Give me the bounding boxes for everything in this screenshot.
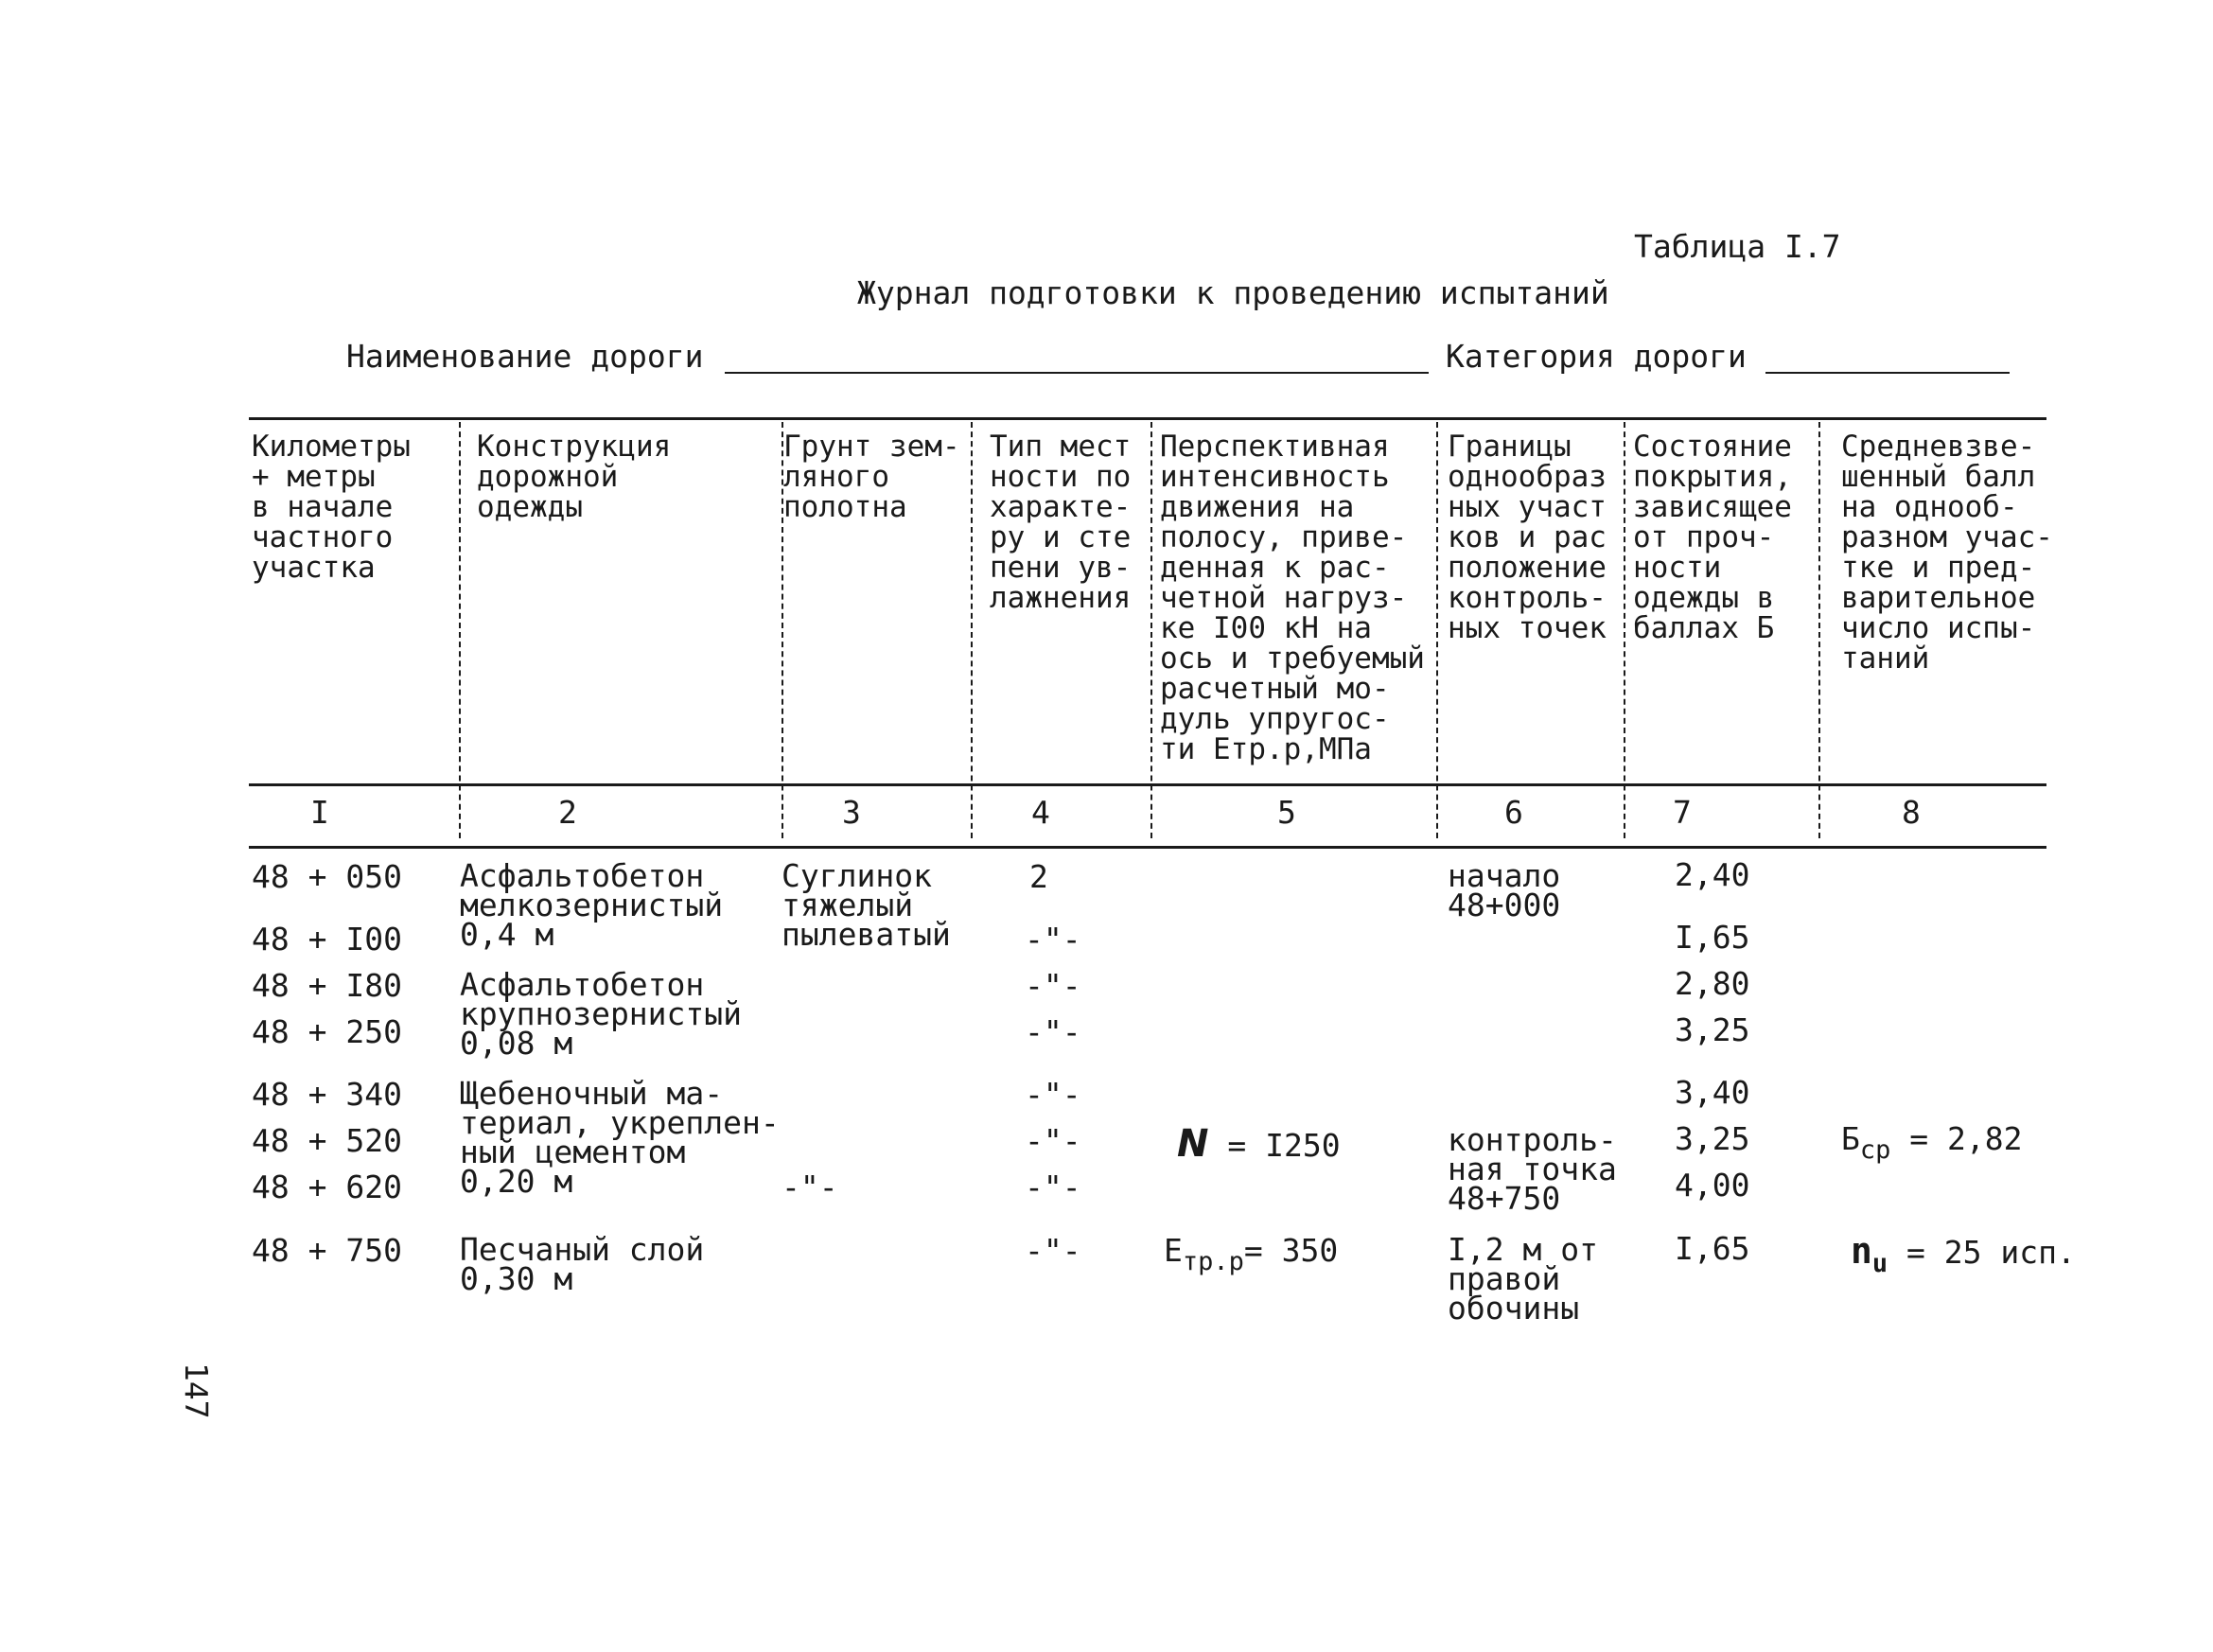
column-header-5: Перспективная интенсивность движения на полосу, приве- денная к рас- четной нагруз- ке I00 кН на ось и требуемый расчетный мо- дуль упругос- ти Етр.р,МПа — [1160, 430, 1425, 766]
boundary-cell: I,2 м от правой обочины — [1448, 1231, 1598, 1327]
construction-cell: Щебеночный ма- териал, укреплен- ный цементом 0,20 м — [460, 1075, 780, 1200]
column-number: 3 — [842, 794, 861, 831]
column-number: I — [310, 794, 329, 831]
soil-ditto: -"- — [782, 1169, 838, 1205]
terrain-value: -"- — [1025, 921, 1081, 958]
road-category-label: Категория дороги — [1446, 338, 1747, 375]
intensity-value: N = I250 — [1177, 1122, 1341, 1166]
column-header-4: Тип мест ности по характе- ру и сте пени ув- лажнения — [990, 430, 1132, 615]
score-value: I,65 — [1675, 1230, 1750, 1267]
score-value: I,65 — [1675, 919, 1750, 956]
page-number: 147 — [178, 1362, 215, 1419]
column-number: 6 — [1504, 794, 1523, 831]
document-title: Журнал подготовки к проведению испытаний — [857, 274, 1609, 311]
column-divider — [1818, 422, 1820, 838]
terrain-value: -"- — [1025, 1076, 1081, 1113]
road-name-label: Наименование дороги — [346, 338, 704, 375]
column-divider — [971, 422, 973, 838]
km-value: 48 + 050 — [252, 858, 402, 895]
score-value: 2,40 — [1675, 856, 1750, 893]
column-number: 7 — [1673, 794, 1692, 831]
table-label: Таблица I.7 — [1634, 228, 1841, 265]
road-name-field — [725, 372, 1429, 374]
terrain-value: -"- — [1025, 1169, 1081, 1205]
column-number: 4 — [1031, 794, 1050, 831]
column-header-1: Километры + метры в начале частного участка — [252, 430, 411, 585]
numbers-bottom-rule — [249, 846, 2046, 849]
terrain-value: -"- — [1025, 1232, 1081, 1269]
terrain-value: 2 — [1029, 858, 1048, 895]
score-value: 4,00 — [1675, 1167, 1750, 1204]
boundary-cell: контроль- ная точка 48+750 — [1448, 1121, 1617, 1217]
column-number: 2 — [558, 794, 577, 831]
column-divider — [459, 422, 461, 838]
km-value: 48 + 250 — [252, 1013, 402, 1050]
test-count-value: $n_u = 25$ исп. — [1851, 1230, 2076, 1278]
km-value: 48 + 340 — [252, 1076, 402, 1113]
construction-cell: Песчаный слой 0,30 м — [460, 1231, 705, 1297]
km-value: 48 + I00 — [252, 921, 402, 958]
km-value: 48 + 620 — [252, 1169, 402, 1205]
road-category-field — [1765, 372, 2010, 374]
column-header-7: Состояние покрытия, зависящее от проч- ности одежды в баллах Б — [1633, 430, 1792, 645]
score-value: 3,25 — [1675, 1011, 1750, 1048]
column-header-8: Средневзве- шенный балл на однооб- разном учас- тке и пред- варительное число испы- таний — [1841, 430, 2053, 676]
soil-cell: Суглинок тяжелый пылеватый — [782, 857, 951, 953]
header-bottom-rule — [249, 783, 2046, 786]
modulus-value: $Е_{тр.р}= 350$ — [1164, 1232, 1339, 1276]
column-header-3: Грунт зем- ляного полотна — [783, 430, 960, 524]
score-value: 3,40 — [1675, 1074, 1750, 1111]
terrain-value: -"- — [1025, 967, 1081, 1004]
column-number: 5 — [1277, 794, 1296, 831]
km-value: 48 + 750 — [252, 1232, 402, 1269]
column-number: 8 — [1902, 794, 1921, 831]
avg-score-value: $Б_{ср} = 2,82$ — [1841, 1120, 2023, 1165]
construction-cell: Асфальтобетон мелкозернистый 0,4 м — [460, 857, 724, 953]
column-divider — [1624, 422, 1625, 838]
terrain-value: -"- — [1025, 1122, 1081, 1159]
terrain-value: -"- — [1025, 1013, 1081, 1050]
km-value: 48 + 520 — [252, 1122, 402, 1159]
column-divider — [1436, 422, 1438, 838]
construction-cell: Асфальтобетон крупнозернистый 0,08 м — [460, 966, 743, 1062]
table-top-rule — [249, 417, 2046, 420]
score-value: 3,25 — [1675, 1120, 1750, 1157]
column-header-2: Конструкция дорожной одежды — [477, 430, 672, 524]
column-header-6: Границы однообраз ных участ ков и рас положение контроль- ных точек — [1448, 430, 1607, 645]
column-divider — [1150, 422, 1152, 838]
score-value: 2,80 — [1675, 965, 1750, 1002]
km-value: 48 + I80 — [252, 967, 402, 1004]
boundary-cell: начало 48+000 — [1448, 857, 1561, 923]
